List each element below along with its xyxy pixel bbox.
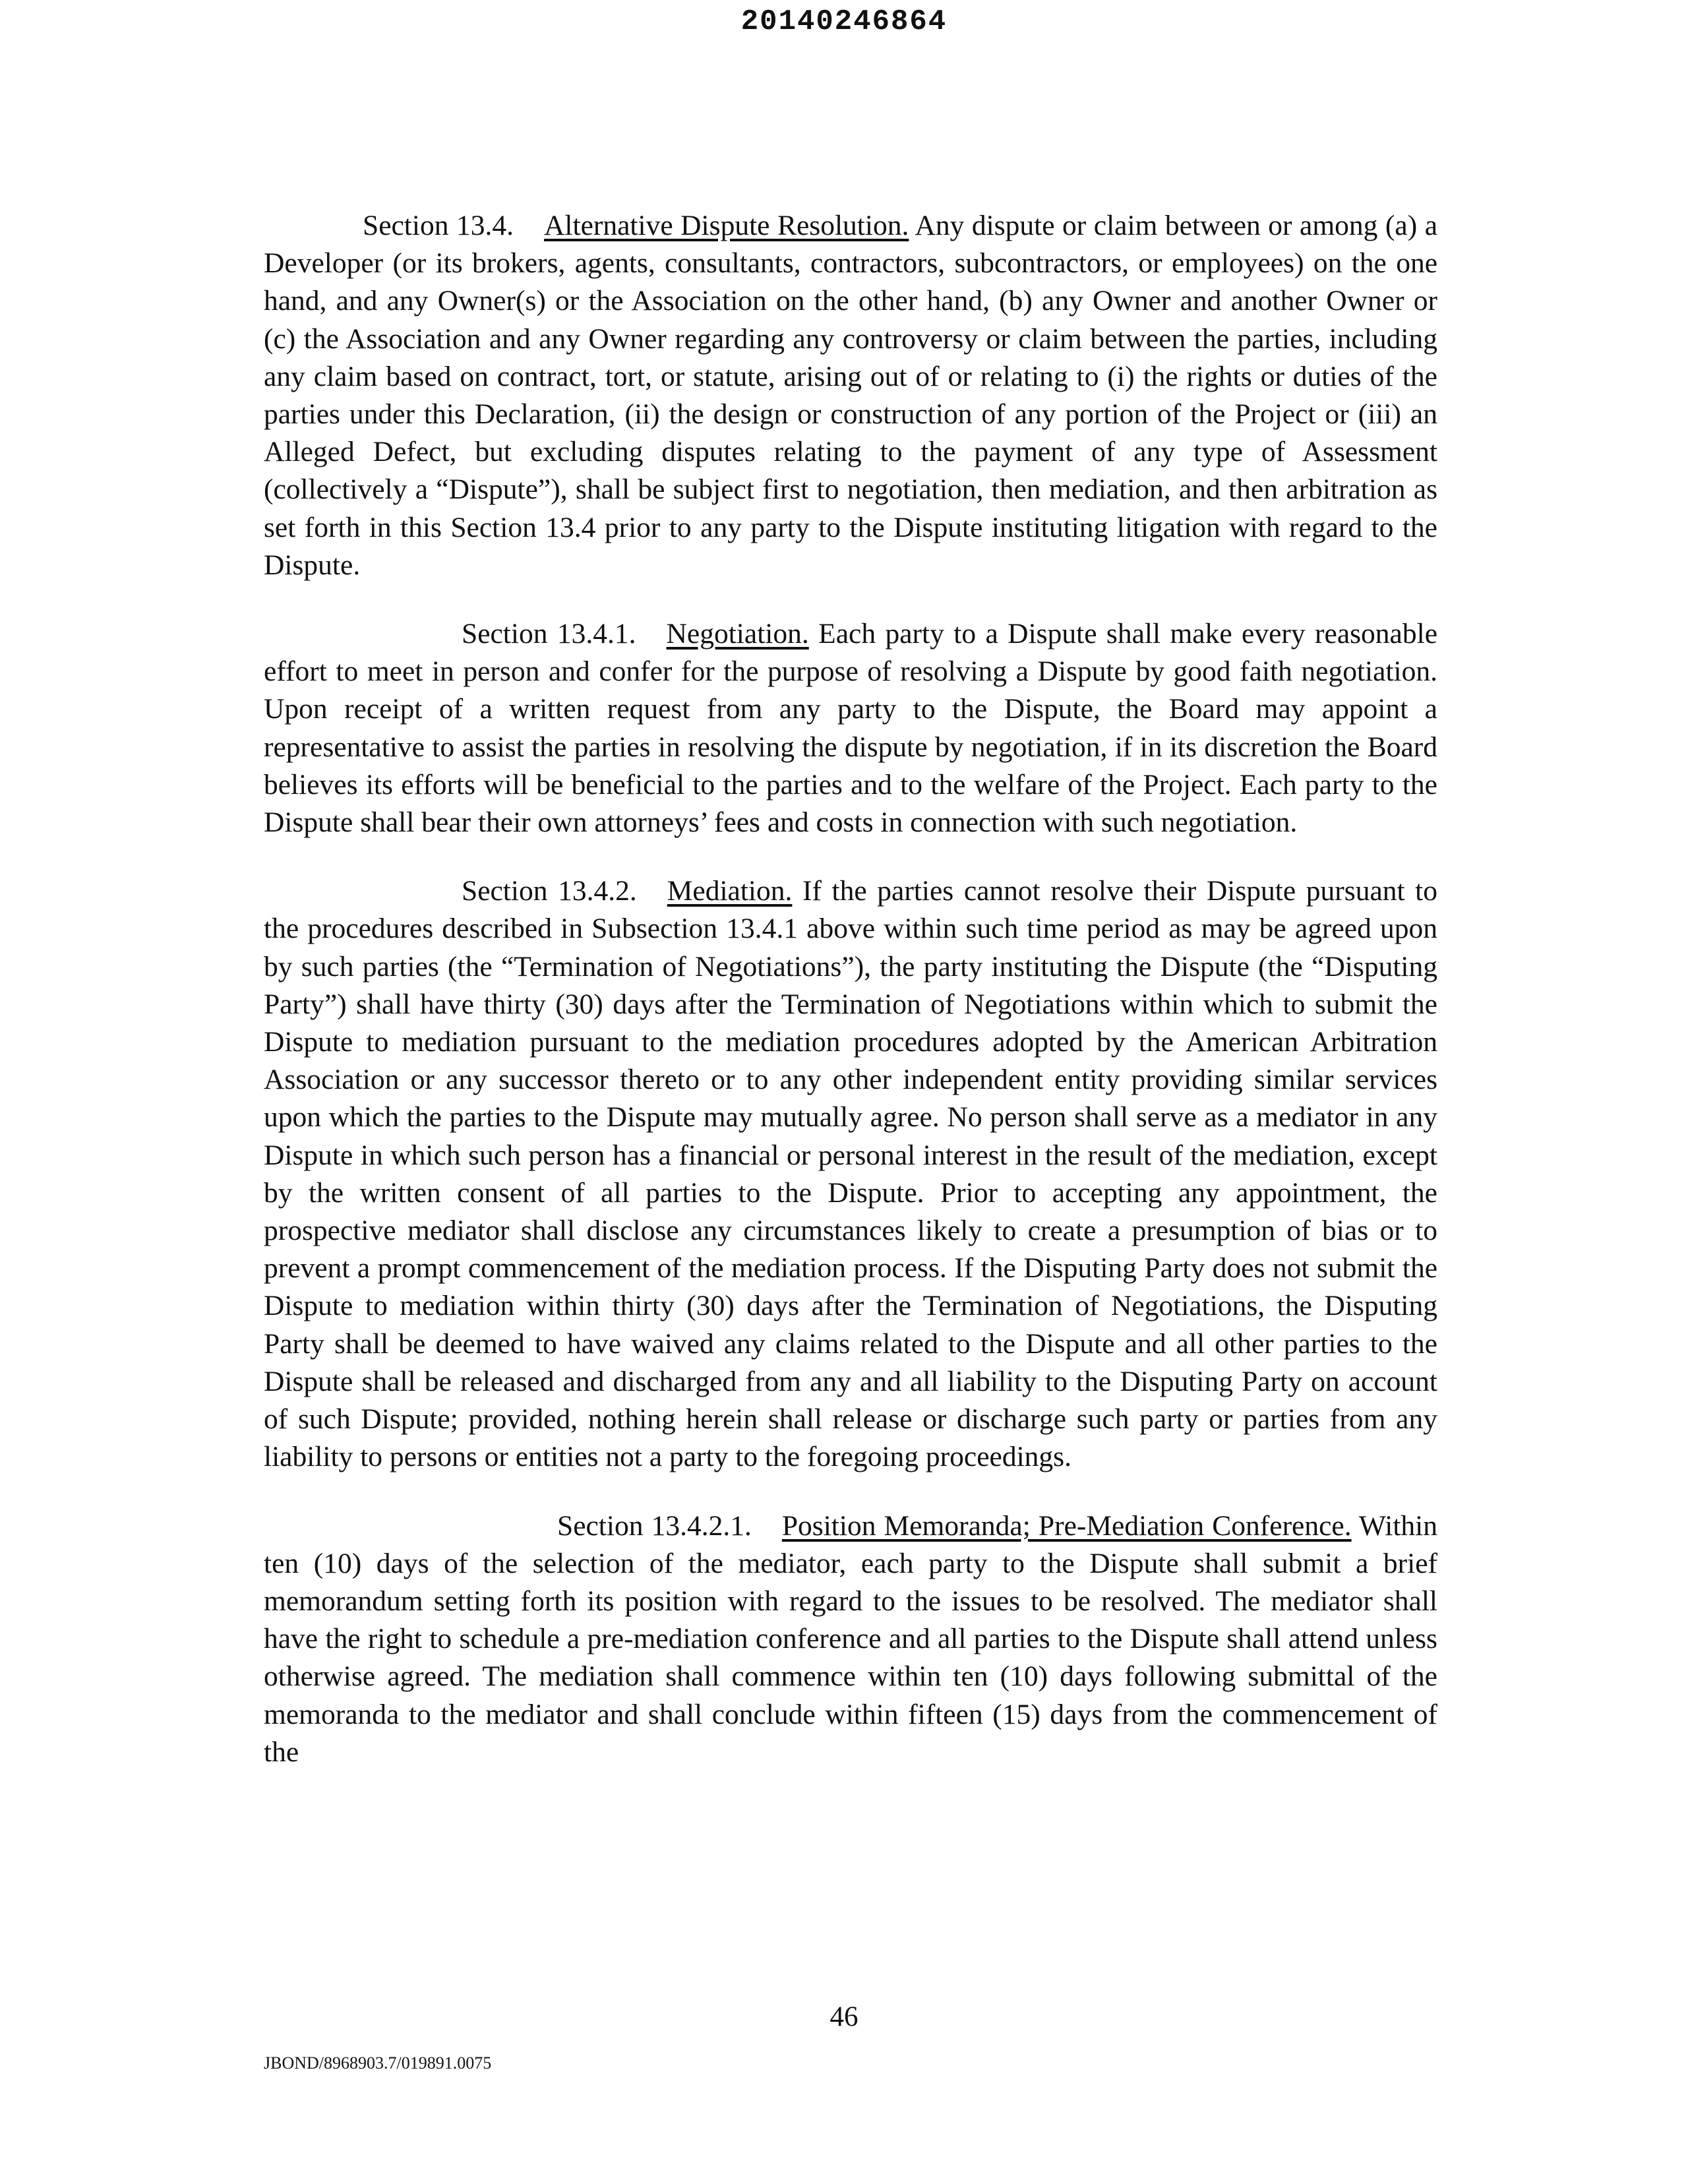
section-text: Each party to a Dispute shall make every reasonable effort to meet in person and confer for the purpose of resolving a Dispute by good faith negotiation. Upon receipt of a written request from any party to the Dispute, the Board may appoint a representative to assist the parties in resolving the dispute by negotiation, if in its discretion the Board believes its efforts will be beneficial to the parties and to the welfare of the Project. Each party to the Dispute shall bear their own attorneys’ fees and costs in connection with such negotiation.	[264, 618, 1438, 839]
section-heading: Position Memoranda; Pre-Mediation Conference.	[781, 1509, 1352, 1542]
section-heading: Alternative Dispute Resolution.	[543, 210, 909, 241]
section-heading: Negotiation.	[666, 618, 809, 650]
section-13-4-2	[264, 872, 1437, 1476]
document-body	[264, 207, 1437, 1802]
section-13-4-2-1	[264, 1507, 1437, 1771]
section-number: Section 13.4.2.1.	[557, 1509, 752, 1542]
section-text: Any dispute or claim between or among (a) a Developer (or its brokers, agents, consultants, contractors, subcontractors, or employees) on the one hand, and any Owner(s) or the Association on the other hand, (b) any Owner and another Owner or (c) the Association and any Owner regarding any controversy or claim between the parties, including any claim based on contract, tort, or statute, arising out of or relating to (i) the rights or duties of the parties under this Declaration, (ii) the design or construction of any portion of the Project or (iii) an Alleged Defect, but excluding disputes relating to the payment of any type of Assessment (collectively a “Dispute”), shall be subject first to negotiation, then mediation, and then arbitration as set forth in this Section 13.4 prior to any party to the Dispute instituting litigation with regard to the Dispute.	[264, 210, 1438, 581]
section-number: Section 13.4.	[363, 210, 514, 241]
page-number: 46	[829, 2001, 859, 2032]
footer-document-id: JBOND/8968903.7/019891.0075	[264, 2053, 492, 2073]
section-text: Within ten (10) days of the selection of the mediator, each party to the Dispute shall submit a brief memorandum setting forth its position with regard to the issues to be resolved. The mediator shall have the right to schedule a pre-mediation conference and all parties to the Dispute shall attend unless otherwise agreed. The mediation shall commence within ten (10) days following submittal of the memoranda to the mediator and shall conclude within fifteen (15) days from the commencement of the	[264, 1509, 1437, 1768]
section-13-4	[264, 207, 1437, 584]
section-number: Section 13.4.2.	[462, 875, 637, 907]
section-heading: Mediation.	[667, 875, 793, 907]
section-13-4-1	[264, 615, 1437, 841]
section-text: If the parties cannot resolve their Dispute pursuant to the procedures described in Subsection 13.4.1 above within such time period as may be agreed upon by such parties (the “Termination of Negotiations”), the party instituting the Dispute (the “Disputing Party”) shall have thirty (30) days after the Termination of Negotiations within which to submit the Dispute to mediation pursuant to the mediation procedures adopted by the American Arbitration Association or any successor thereto or to any other independent entity providing similar services upon which the parties to the Dispute may mutually agree. No person shall serve as a mediator in any Dispute in which such person has a financial or personal interest in the result of the mediation, except by the written consent of all parties to the Dispute. Prior to accepting any appointment, the prospective mediator shall disclose any circumstances likely to create a presumption of bias or to prevent a prompt commencement of the mediation process. If the Disputing Party does not submit the Dispute to mediation within thirty (30) days after the Termination of Negotiations, the Disputing Party shall be deemed to have waived any claims related to the Dispute and all other parties to the Dispute shall be released and discharged from any and all liability to the Disputing Party on account of such Dispute; provided, nothing herein shall release or discharge such party or parties from any liability to persons or entities not a party to the foregoing proceedings.	[264, 875, 1438, 1473]
section-number: Section 13.4.1.	[462, 618, 636, 650]
document-number: 20140246864	[740, 5, 948, 38]
